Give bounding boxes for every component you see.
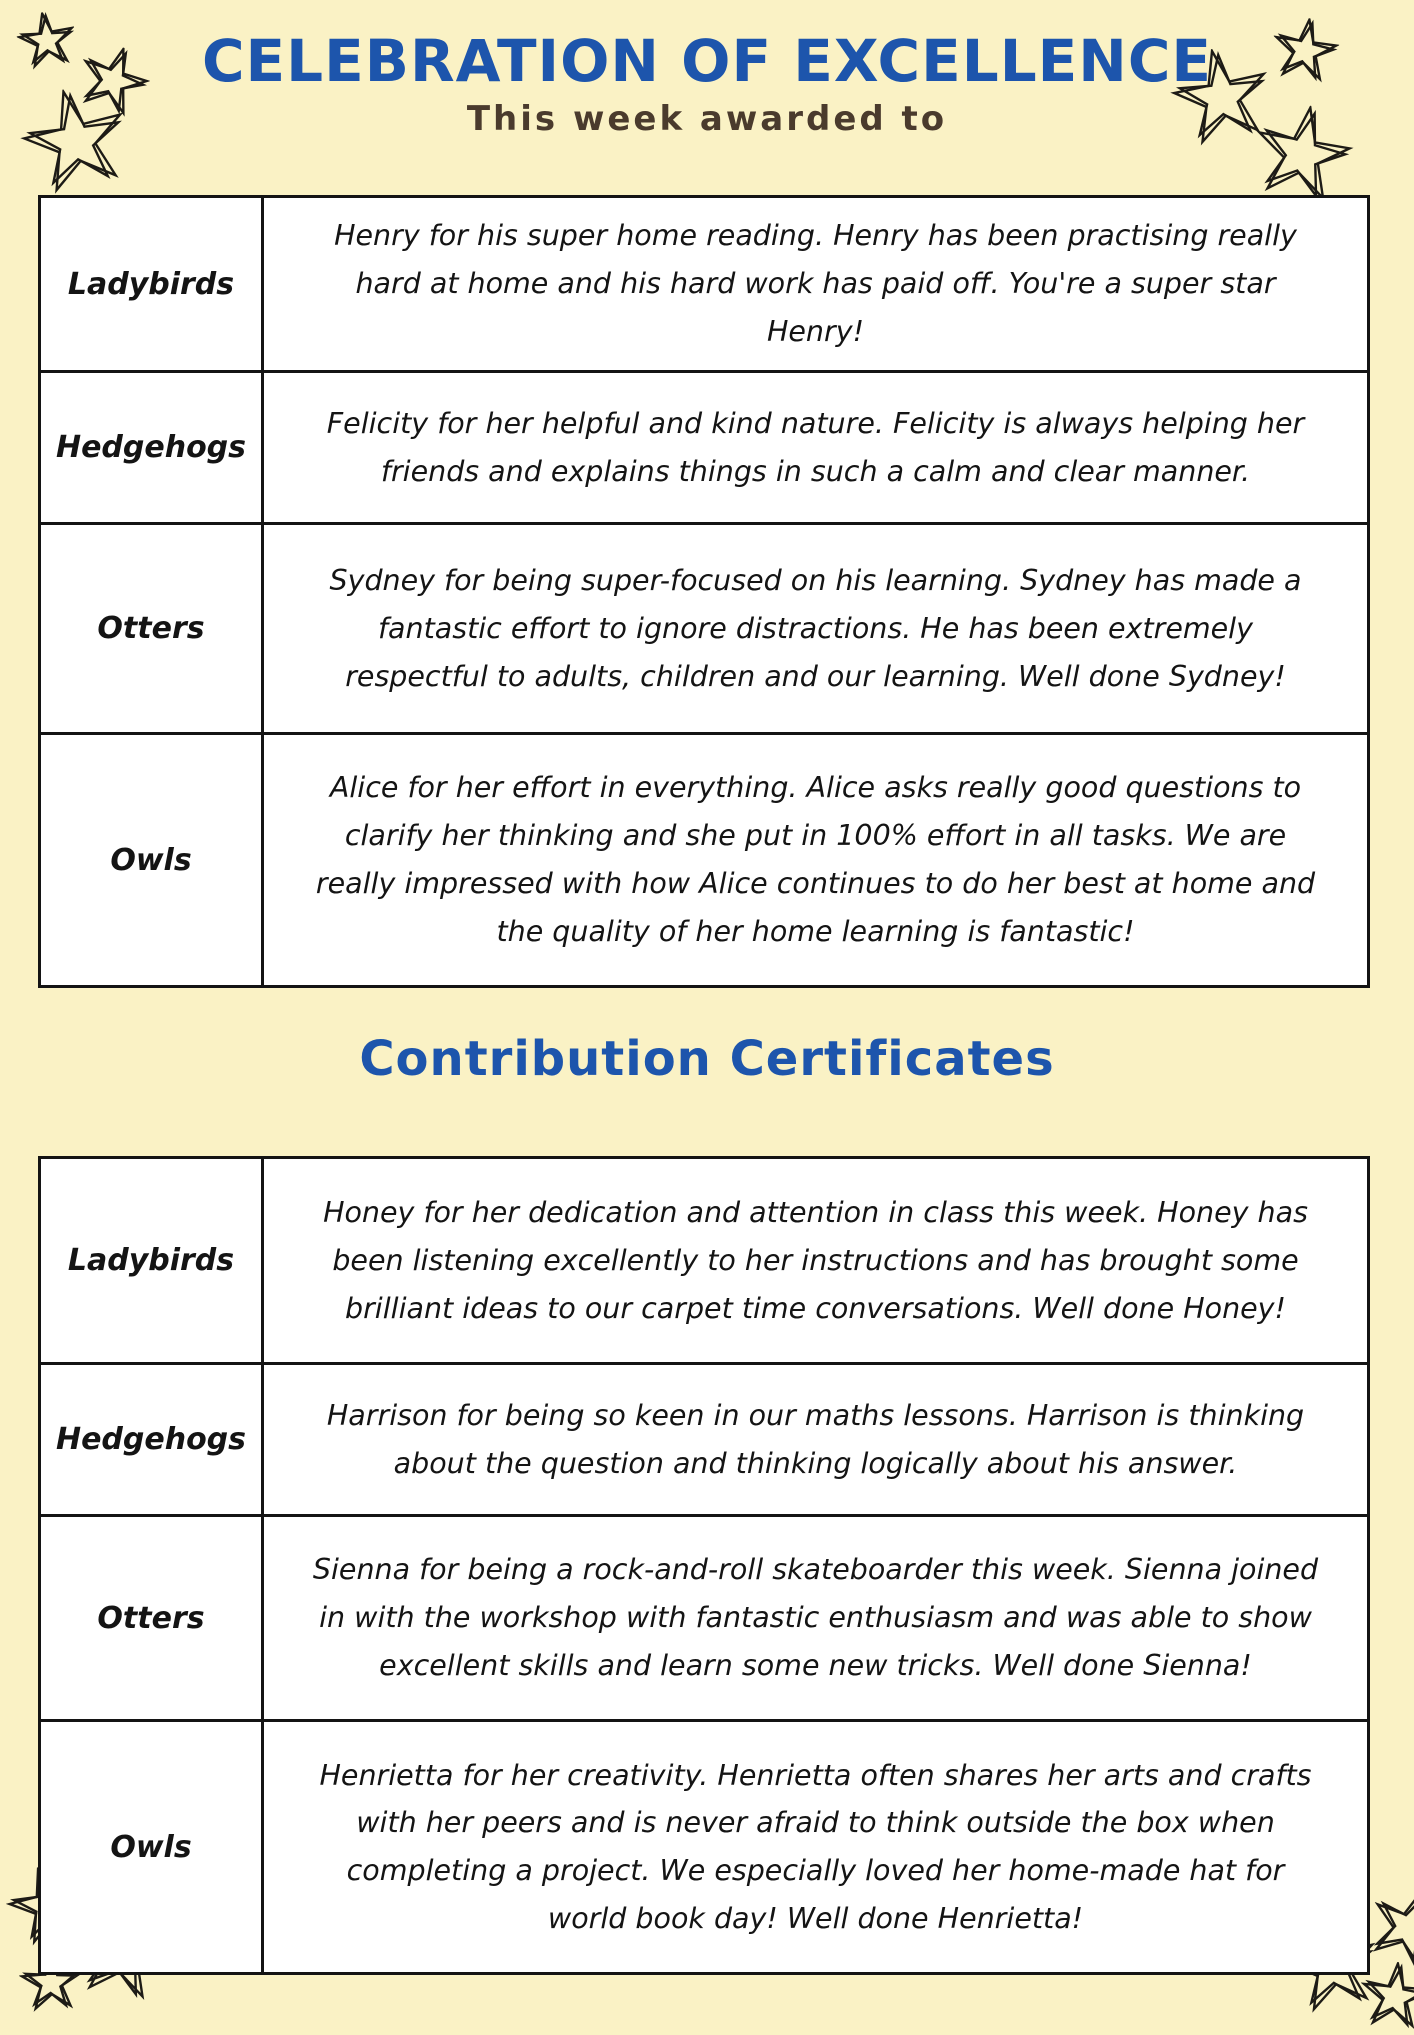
- table-row: [40, 524, 1369, 734]
- table-row: [40, 1364, 1369, 1516]
- table-row: [40, 1721, 1369, 1974]
- award-text-cell: Honey for her dedication and attention in class this week. Honey has been listening excellently to her instructions and has brought some brilliant ideas to our carpet time conversations. Well done Honey!: [263, 1158, 1369, 1364]
- award-text-cell: Henrietta for her creativity. Henrietta often shares her arts and crafts with her peers and is never afraid to think outside the box when completing a project. We especially loved her home-made hat for world book day! Well done Henrietta!: [263, 1721, 1369, 1974]
- class-name-cell: Otters: [40, 1516, 263, 1721]
- award-text-cell: Sydney for being super-focused on his learning. Sydney has made a fantastic effort to ignore distractions. He has been extremely respectful to adults, children and our learning. Well done Sydney!: [263, 524, 1369, 734]
- class-name-cell: Owls: [40, 734, 263, 987]
- excellence-table: [38, 195, 1370, 988]
- contribution-table: [38, 1156, 1370, 1975]
- table-row: [40, 734, 1369, 987]
- class-name-cell: Hedgehogs: [40, 1364, 263, 1516]
- table-row: [40, 197, 1369, 372]
- table-row: [40, 372, 1369, 524]
- page-title: CELEBRATION OF EXCELLENCE: [201, 27, 1213, 95]
- award-text-cell: Felicity for her helpful and kind nature. Felicity is always helping her friends and explains things in such a calm and clear manner.: [263, 372, 1369, 524]
- class-name-cell: Ladybirds: [40, 197, 263, 372]
- page-header: [0, 0, 1414, 139]
- award-text-cell: Sienna for being a rock-and-roll skateboarder this week. Sienna joined in with the workshop with fantastic enthusiasm and was able to show excellent skills and learn some new tricks. Well done Sienna!: [263, 1516, 1369, 1721]
- award-text-cell: Harrison for being so keen in our maths lessons. Harrison is thinking about the question and thinking logically about his answer.: [263, 1364, 1369, 1516]
- page-subtitle: This week awarded to: [466, 98, 948, 139]
- table-row: [40, 1158, 1369, 1364]
- table-row: [40, 1516, 1369, 1721]
- award-text-cell: Henry for his super home reading. Henry has been practising really hard at home and his hard work has paid off. You're a super star Henry!: [263, 197, 1369, 372]
- class-name-cell: Owls: [40, 1721, 263, 1974]
- class-name-cell: Ladybirds: [40, 1158, 263, 1364]
- class-name-cell: Otters: [40, 524, 263, 734]
- award-text-cell: Alice for her effort in everything. Alice asks really good questions to clarify her thinking and she put in 100% effort in all tasks. We are really impressed with how Alice continues to do her best at home and the quality of her home learning is fantastic!: [263, 734, 1369, 987]
- class-name-cell: Hedgehogs: [40, 372, 263, 524]
- section-title-contribution-certificates: Contribution Certificates: [359, 1031, 1055, 1088]
